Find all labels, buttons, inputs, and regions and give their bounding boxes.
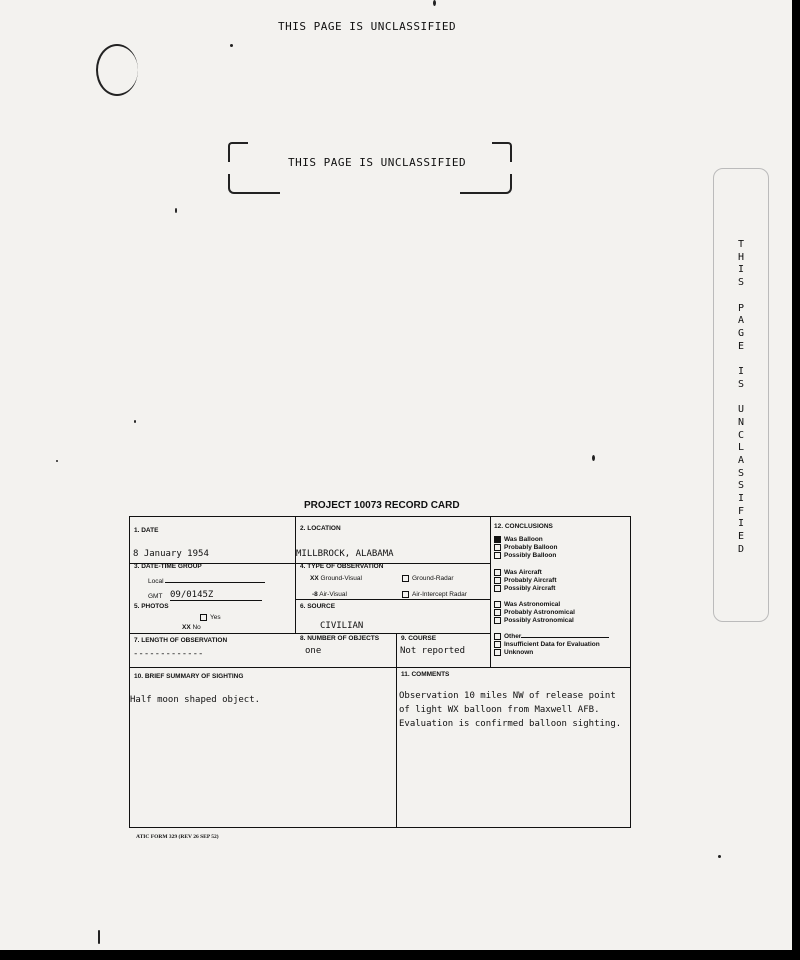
- conclusion-was-astronomical: Was Astronomical: [494, 601, 575, 609]
- gmt-value: 09/0145Z: [170, 590, 262, 601]
- photos-label: 5. PHOTOS: [134, 603, 169, 610]
- source-label: 6. SOURCE: [300, 603, 336, 610]
- conclusion-possibly-aircraft: Possibly Aircraft: [494, 585, 557, 593]
- hand-drawn-bracket: [96, 44, 138, 96]
- ground-radar-option: Ground-Radar: [402, 575, 454, 582]
- photos-yes-option: Yes: [200, 614, 221, 621]
- conclusion-probably-astronomical: Probably Astronomical: [494, 609, 575, 617]
- scan-speck: [592, 455, 595, 461]
- side-stamp-text: T H I S P A G E I S U N C L A S S I F I E D: [737, 239, 745, 555]
- conclusions-group-aircraft: [494, 569, 557, 592]
- conclusions-label: 12. CONCLUSIONS: [494, 523, 553, 530]
- comments-line-3: Evaluation is confirmed balloon sighting.: [399, 719, 622, 729]
- conclusion-unknown: Unknown: [494, 649, 609, 657]
- top-classification-stamp: THIS PAGE IS UNCLASSIFIED: [278, 20, 457, 33]
- air-intercept-radar-option: Air-Intercept Radar: [402, 591, 467, 598]
- conclusion-was-aircraft: Was Aircraft: [494, 569, 557, 577]
- scan-speck: [134, 420, 136, 423]
- location-label: 2. LOCATION: [300, 525, 341, 532]
- conclusion-insufficient-data: Insufficient Data for Evaluation: [494, 641, 609, 649]
- local-time-label: Local: [148, 578, 265, 585]
- ground-visual-option: XX Ground-Visual: [310, 575, 362, 582]
- photos-no-option: XX No: [182, 624, 201, 631]
- air-visual-option: -8 Air-Visual: [312, 591, 347, 598]
- side-classification-stamp: [713, 168, 769, 622]
- conclusion-probably-aircraft: Probably Aircraft: [494, 577, 557, 585]
- conclusions-group-balloon: [494, 536, 557, 559]
- scan-speck: [230, 44, 233, 47]
- date-label: 1. DATE: [134, 527, 159, 534]
- comments-line-2: of light WX balloon from Maxwell AFB.: [399, 705, 600, 715]
- conclusions-group-other: [494, 633, 609, 656]
- course-label: 9. COURSE: [401, 635, 437, 642]
- scan-speck: [433, 0, 436, 6]
- comments-label: 11. COMMENTS: [401, 671, 450, 678]
- scan-speck: [175, 208, 177, 213]
- source-value: CIVILIAN: [320, 621, 364, 631]
- record-card: [129, 516, 631, 828]
- conclusion-possibly-balloon: Possibly Balloon: [494, 552, 557, 560]
- mid-stamp-text: THIS PAGE IS UNCLASSIFIED: [288, 156, 467, 169]
- conclusion-probably-balloon: Probably Balloon: [494, 544, 557, 552]
- course-value: Not reported: [400, 646, 466, 656]
- conclusion-was-balloon: Was Balloon: [494, 536, 557, 544]
- summary-value: Half moon shaped object.: [130, 695, 261, 705]
- datetime-group-label: 3. DATE-TIME GROUP: [134, 563, 202, 570]
- comments-line-1: Observation 10 miles NW of release point: [399, 691, 616, 701]
- length-value: -------------: [133, 649, 204, 659]
- objects-value: one: [305, 646, 322, 656]
- scan-speck: [718, 855, 721, 858]
- scan-speck: [56, 460, 58, 462]
- scan-speck: [98, 930, 100, 944]
- conclusion-other: Other: [494, 633, 609, 641]
- length-label: 7. LENGTH OF OBSERVATION: [134, 637, 228, 644]
- gmt-label: GMT: [148, 593, 163, 600]
- observation-type-label: 4. TYPE OF OBSERVATION: [300, 563, 384, 570]
- date-value: 8 January 1954: [133, 549, 209, 559]
- card-title: PROJECT 10073 RECORD CARD: [304, 500, 460, 511]
- form-number-footer: ATIC FORM 329 (REV 26 SEP 52): [136, 834, 219, 840]
- location-value: MILLBROCK, ALABAMA: [296, 549, 394, 559]
- mid-classification-stamp: [228, 142, 512, 194]
- summary-label: 10. BRIEF SUMMARY OF SIGHTING: [134, 673, 244, 680]
- objects-label: 8. NUMBER OF OBJECTS: [300, 635, 380, 642]
- conclusion-possibly-astronomical: Possibly Astronomical: [494, 617, 575, 625]
- conclusions-group-astronomical: [494, 601, 575, 624]
